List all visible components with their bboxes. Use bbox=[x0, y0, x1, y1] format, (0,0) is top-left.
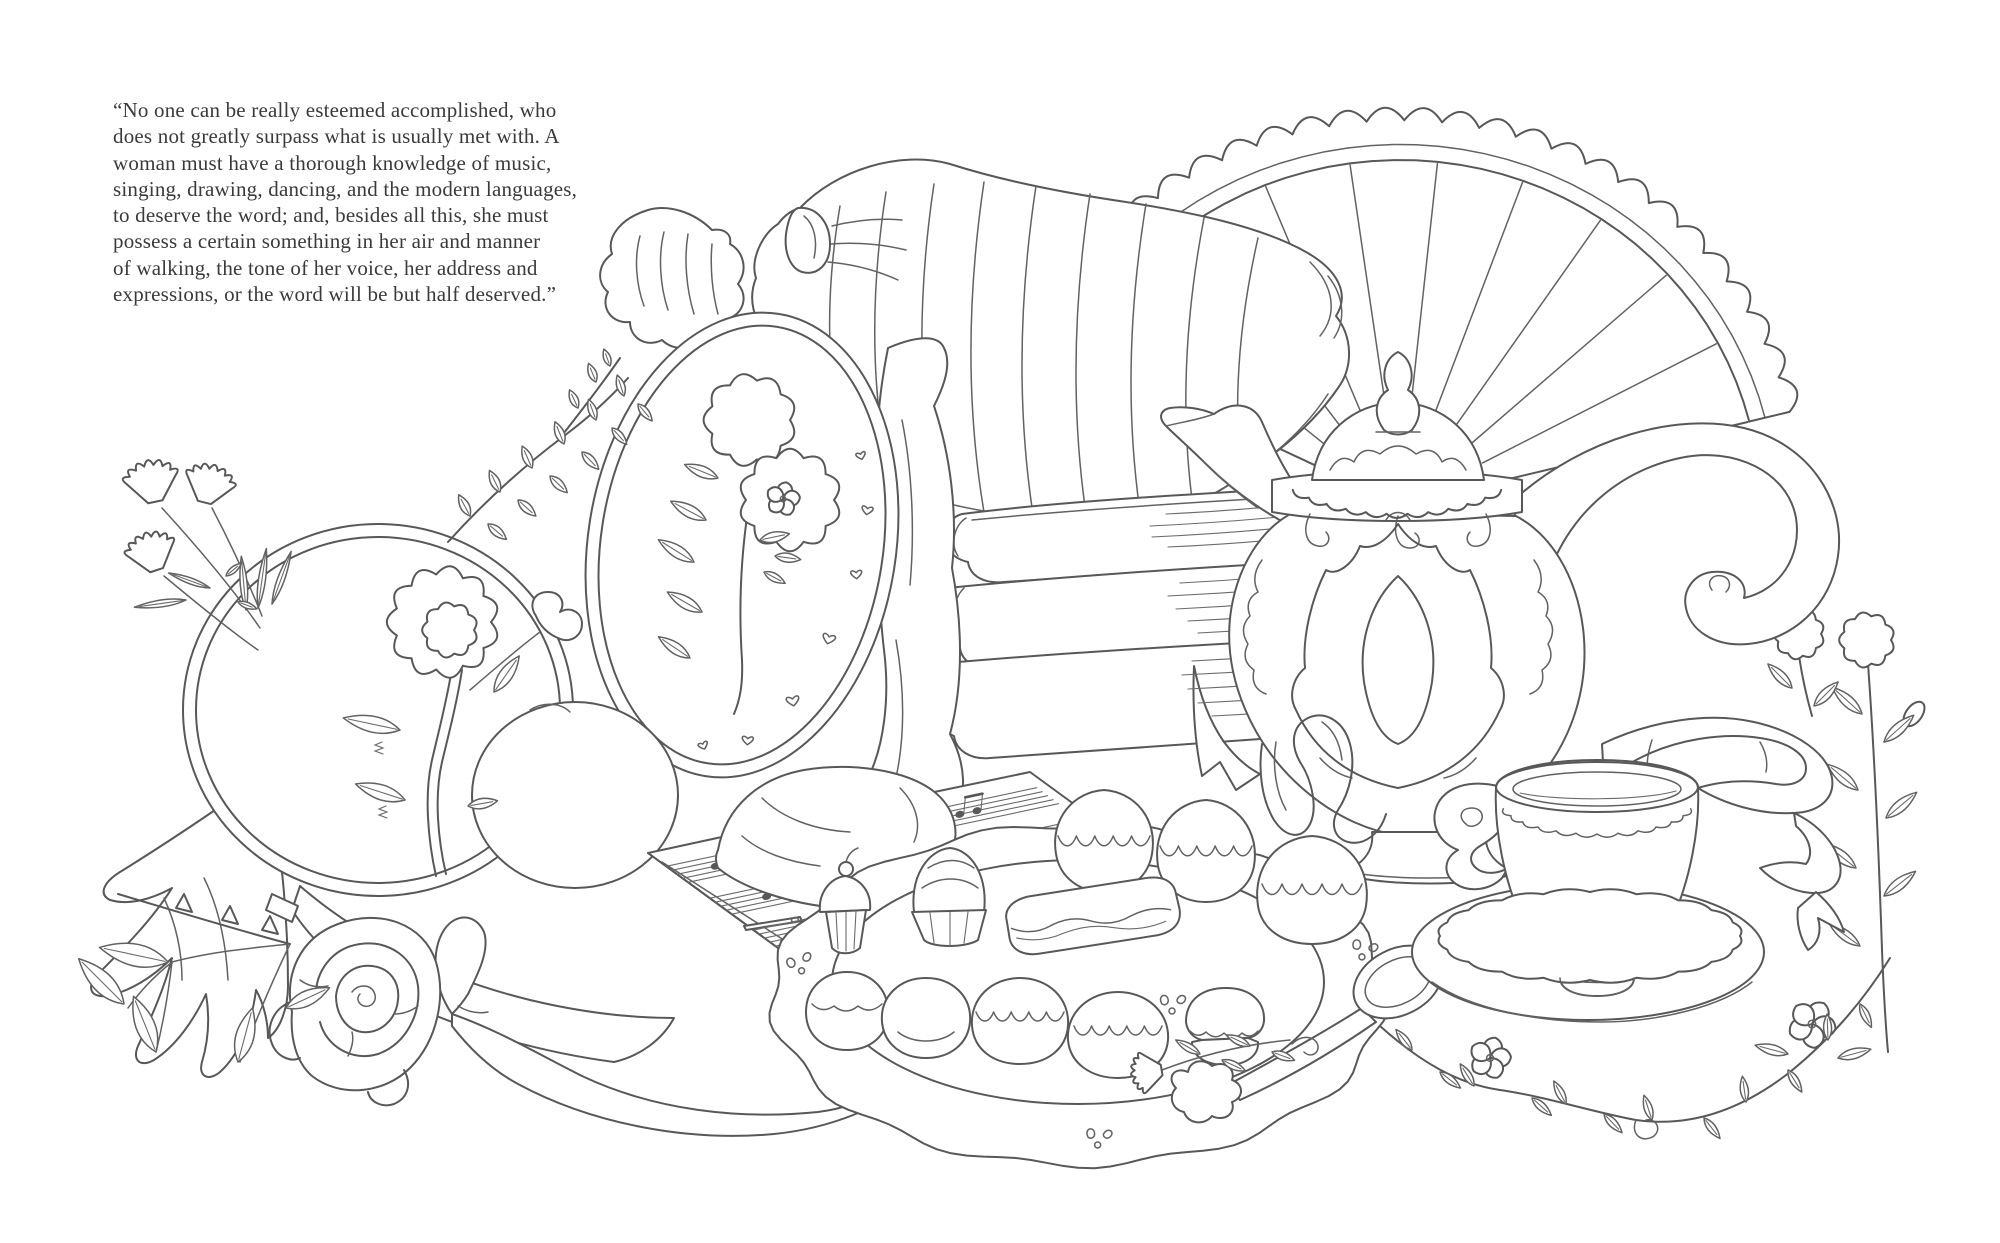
quote-line: expressions, or the word will be but half deserved.” bbox=[113, 282, 557, 307]
ribbon-fold bbox=[1760, 813, 1841, 893]
plain-bun bbox=[882, 978, 970, 1058]
ribbon-tail bbox=[1797, 892, 1844, 950]
carnation-bloom bbox=[180, 459, 239, 509]
quote-line: “No one can be really esteemed accomplished, who bbox=[113, 98, 557, 122]
cream-puff bbox=[1055, 790, 1153, 892]
saucer-scallop-ring bbox=[1439, 889, 1742, 982]
quote-line: to deserve the word; and, besides all this, she must bbox=[113, 203, 549, 228]
carnation-bloom bbox=[121, 525, 182, 578]
quote-line: woman must have a thorough knowledge of music, bbox=[113, 150, 552, 175]
flower-stem bbox=[1868, 664, 1888, 1052]
quote-line: of walking, the tone of her voice, her address and bbox=[113, 255, 538, 280]
flower-stems-right bbox=[1754, 609, 1929, 1063]
leaf-vein bbox=[1827, 1019, 1828, 1037]
quote-line: possess a certain something in her air and manner bbox=[113, 229, 541, 254]
macaron-top bbox=[1186, 988, 1264, 1040]
quote-line: does not greatly surpass what is usually met with. A bbox=[113, 124, 560, 149]
teacup bbox=[1412, 760, 1764, 1022]
quote-line: singing, drawing, dancing, and the modern languages, bbox=[113, 176, 578, 201]
ribbon-crease bbox=[1760, 742, 1767, 772]
bloom-inner bbox=[422, 603, 476, 658]
yarn-ball bbox=[472, 702, 678, 888]
carnation-bloom bbox=[120, 455, 183, 508]
wildflower-bloom bbox=[1839, 613, 1893, 668]
cherry bbox=[839, 862, 853, 876]
iced-bun bbox=[1257, 836, 1367, 944]
leaf-vein bbox=[173, 575, 207, 587]
quote-block bbox=[113, 97, 577, 307]
flower-stem bbox=[1799, 656, 1812, 716]
